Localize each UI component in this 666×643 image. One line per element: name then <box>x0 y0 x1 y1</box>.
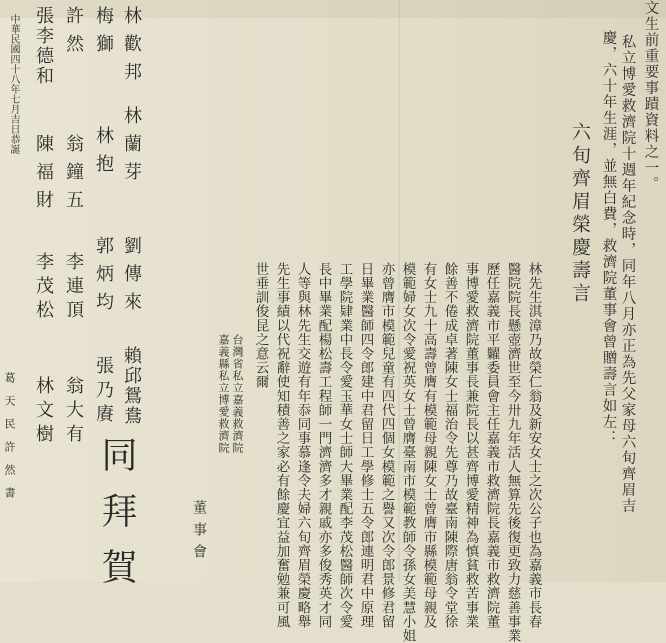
signer-xu-ran: 許然 <box>63 6 84 62</box>
praise-col-13: 先生事績以代祝辭使知積善之家必有餘慶宜益加奮勉兼可風 <box>273 262 290 629</box>
praise-col-6: 有女士九十高壽曾膺有模範母親陳女士曾膺市縣模範母親及 <box>420 262 437 629</box>
institution-line-1: 台灣省私立嘉義救濟院 <box>231 334 244 454</box>
signer-guo-bingjun: 郭炳均 <box>93 236 114 320</box>
praise-col-11: 長中畢業配楊松壽工程師一門濟濟多才親戚亦多俊秀英才同 <box>315 262 332 629</box>
signer-lin-wenshu: 林文樹 <box>33 376 54 448</box>
signer-li-maosong: 李茂松 <box>33 252 54 324</box>
signer-weng-zhongwu: 翁鐘五 <box>63 134 84 218</box>
institution-line-2: 嘉義縣私立博愛救濟院 <box>217 334 230 454</box>
signer-mei-shi: 梅獅 <box>93 6 114 62</box>
praise-col-9: 日畢業醫師四令郎建中君留日工學修士五令郎連明君中原理 <box>357 262 374 629</box>
praise-col-4: 事博愛救濟院董事長兼院長以甚齊博愛精神為慎貧救苦事業 <box>462 262 479 629</box>
signer-liu-chuanlai: 劉傳來 <box>121 236 142 320</box>
intro-line-1: 私立博愛救濟院十週年紀念時，同年八月亦正為先父家母六旬齊眉吉 <box>619 34 636 514</box>
praise-col-1: 林先生淇漳乃故榮仁翁及新安女士之次公子也為嘉義市長春 <box>525 262 542 629</box>
calligrapher-credit: 葛天民許然書 <box>3 372 16 510</box>
praise-col-14: 世垂訓俊昆之意云爾 <box>252 262 269 389</box>
signer-zhang-naigeng: 張乃賡 <box>93 356 114 428</box>
praise-col-8: 亦曾膺市模範兒童有四代四個女模範之譽又次令郎景修君留 <box>378 262 395 629</box>
intro-line-2: 慶，六十年生涯，並無白費，救濟院董事會曾贈壽言如左： <box>600 30 617 446</box>
signer-weng-dayou: 翁大有 <box>63 376 84 448</box>
signer-lin-huanbang: 林歡邦 <box>121 6 142 90</box>
signer-li-lianding: 李連頂 <box>63 252 84 324</box>
praise-col-2: 醫院院長懸壺濟世至今卅九年活人無算先後復更致力慈善事業 <box>504 262 521 643</box>
doc-title: 六旬齊眉榮慶壽言 <box>569 122 591 306</box>
date-line: 中華民國四十八年七月吉日恭誕 <box>8 14 19 154</box>
signer-zhang-li-dehe: 張李德和 <box>33 6 54 86</box>
congrats-text: 同拜賀 <box>96 436 137 604</box>
praise-col-12: 人等與林先生交遊有年忝同事慕逢令夫婦六旬齊眉榮慶略舉 <box>294 262 311 629</box>
signer-lai-qiu-yuanyang: 賴邱鴛鴦 <box>121 346 142 426</box>
praise-col-5: 餘善不倦成卓著陳女士福治令先尊乃故臺南陳際唐翁令堂徐 <box>441 262 458 629</box>
praise-col-3: 歷任嘉義市平糶委員會主任嘉義市救濟院長嘉義市救濟院董 <box>483 262 500 629</box>
signer-lin-bao: 林抱 <box>93 126 114 182</box>
board-label: 董事會 <box>191 500 207 566</box>
praise-col-10: 工學院肄業中長令愛玉華女士師大畢業配李茂松醫師次令愛 <box>336 262 353 629</box>
praise-col-7: 模範婦女次令愛祝英女士曾膺臺南市模範教師令孫女美慧小姐 <box>399 262 416 643</box>
signer-chen-fucai: 陳福財 <box>33 134 54 218</box>
intro-line-3: 文生前重要事蹟資料之一。 <box>642 0 659 192</box>
signer-lin-lanya: 林蘭芽 <box>121 106 142 190</box>
